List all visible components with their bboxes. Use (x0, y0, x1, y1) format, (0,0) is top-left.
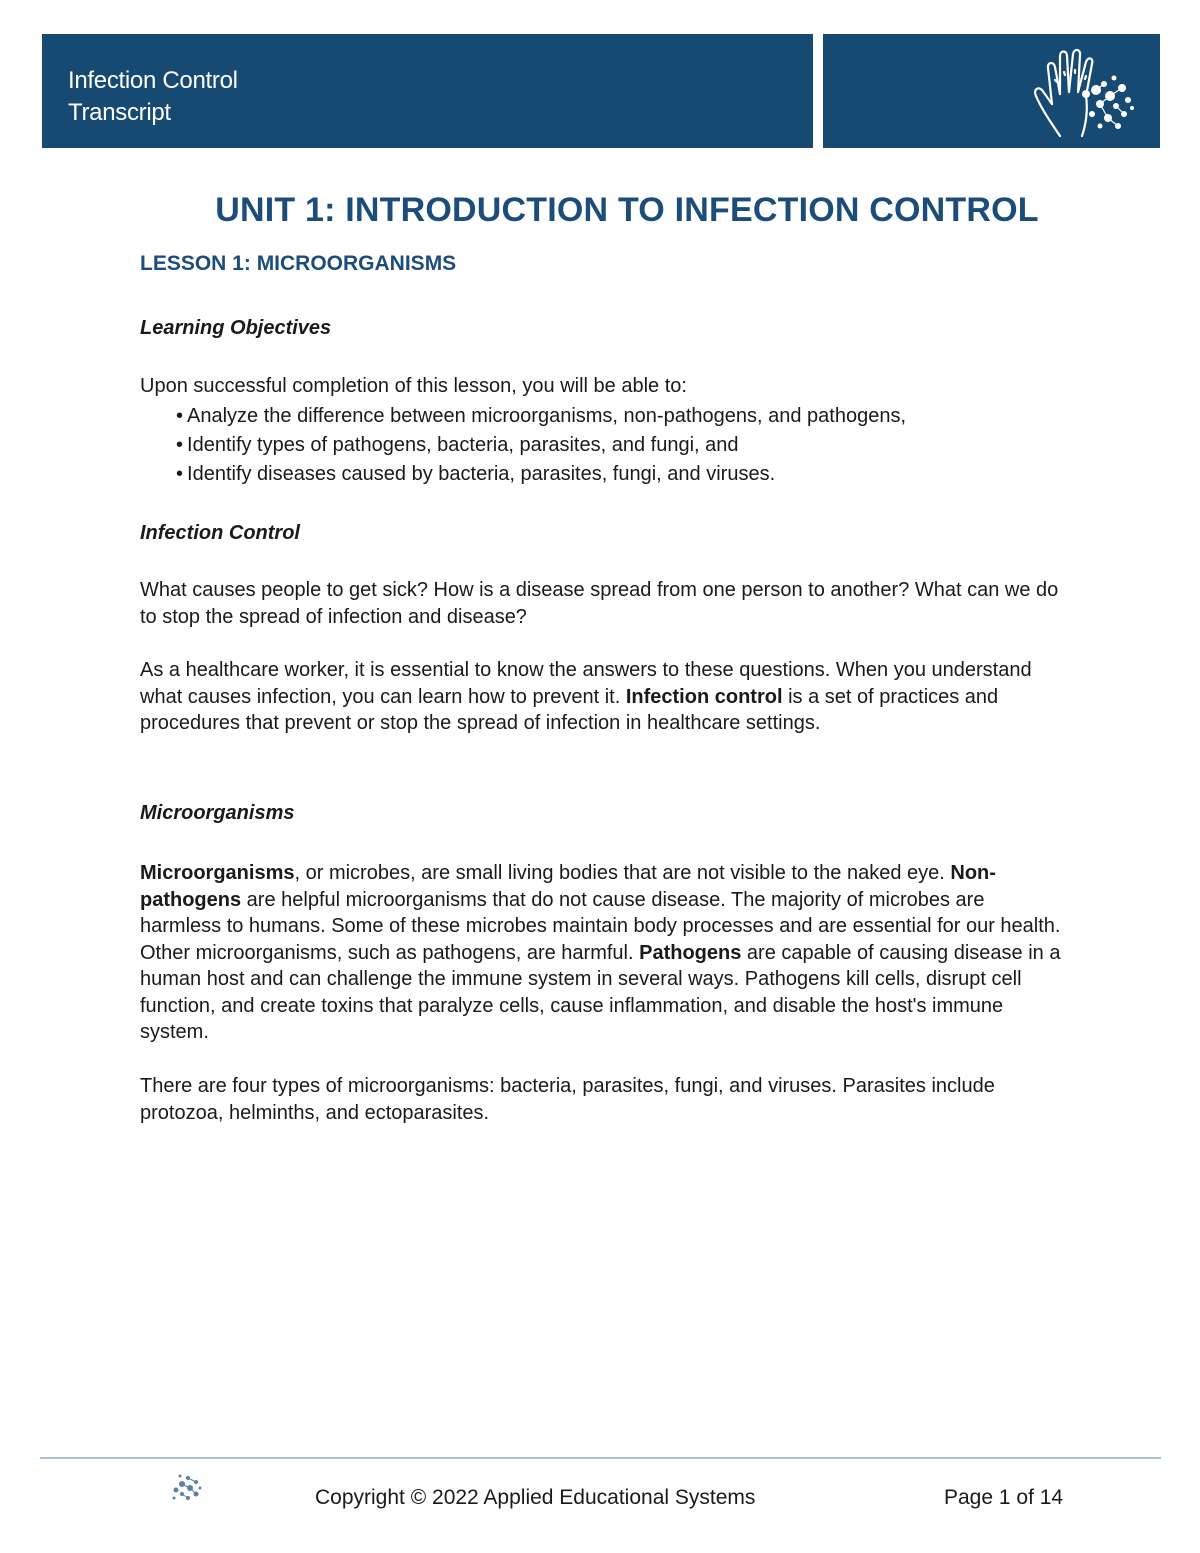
infection-control-paragraph-2: As a healthcare worker, it is essential to know the answers to these questions. When you understand what causes infection, you can learn how to prevent it. Infection control is a set of practices and procedures that prevent or stop the spread of infection in healthcare settings. (140, 659, 1032, 734)
objective-item: • Identify diseases caused by bacteria, parasites, fungi, and viruses. (176, 460, 906, 489)
document-title (68, 65, 238, 129)
footer-divider (40, 1457, 1161, 1459)
objective-item: • Identify types of pathogens, bacteria, parasites, and fungi, and (176, 431, 906, 460)
microbe-cluster-icon (168, 1470, 204, 1504)
microorganisms-paragraph-2: There are four types of microorganisms: bacteria, parasites, fungi, and viruses. Parasites include protozoa, helminths, and ectoparasites. (140, 1075, 995, 1124)
lesson-title: LESSON 1: MICROORGANISMS (140, 252, 457, 275)
unit-title: UNIT 1: INTRODUCTION TO INFECTION CONTROL (215, 191, 1039, 229)
objective-item: • Analyze the difference between microorganisms, non-pathogens, and pathogens, (176, 402, 906, 431)
term-infection-control: Infection control (625, 685, 783, 708)
microorganisms-heading: Microorganisms (140, 802, 295, 824)
hand-microbes-icon (1030, 44, 1140, 140)
objectives-list (176, 402, 906, 489)
header-title-line2: Transcript (68, 99, 171, 126)
infection-control-heading: Infection Control (140, 522, 300, 544)
term-microorganisms: Microorganisms (140, 862, 295, 884)
term-non-pathogens: Non-pathogens (140, 862, 996, 911)
page-number: Page 1 of 14 (944, 1486, 1064, 1509)
objectives-intro: Upon successful completion of this lesson, you will be able to: (140, 375, 687, 397)
term-pathogens: Pathogens (639, 941, 742, 964)
header-title-line1: Infection Control (68, 67, 238, 94)
infection-control-paragraph-1: What causes people to get sick? How is a disease spread from one person to another? What can we do to stop the spread of infection and disease? (140, 579, 1059, 628)
header-banner (42, 34, 813, 148)
learning-objectives-heading: Learning Objectives (140, 317, 332, 339)
microorganisms-paragraph-1: Microorganisms, or microbes, are small living bodies that are not visible to the naked eye. Non-pathogens are helpful microorganisms that do not cause disease. The majority of microbes are harmless to humans. Some of these microbes maintain body processes and are essential for our health. Other microorganisms, such as pathogens, are harmful. Pathogens are capable of causing disease in a human host and can challenge the immune system in several ways. Pathogens kill cells, disrupt cell function, and create toxins that paralyze cells, cause inflammation, and disable the host's immune system. (140, 862, 1061, 1043)
copyright-text: Copyright © 2022 Applied Educational Systems (315, 1486, 756, 1509)
